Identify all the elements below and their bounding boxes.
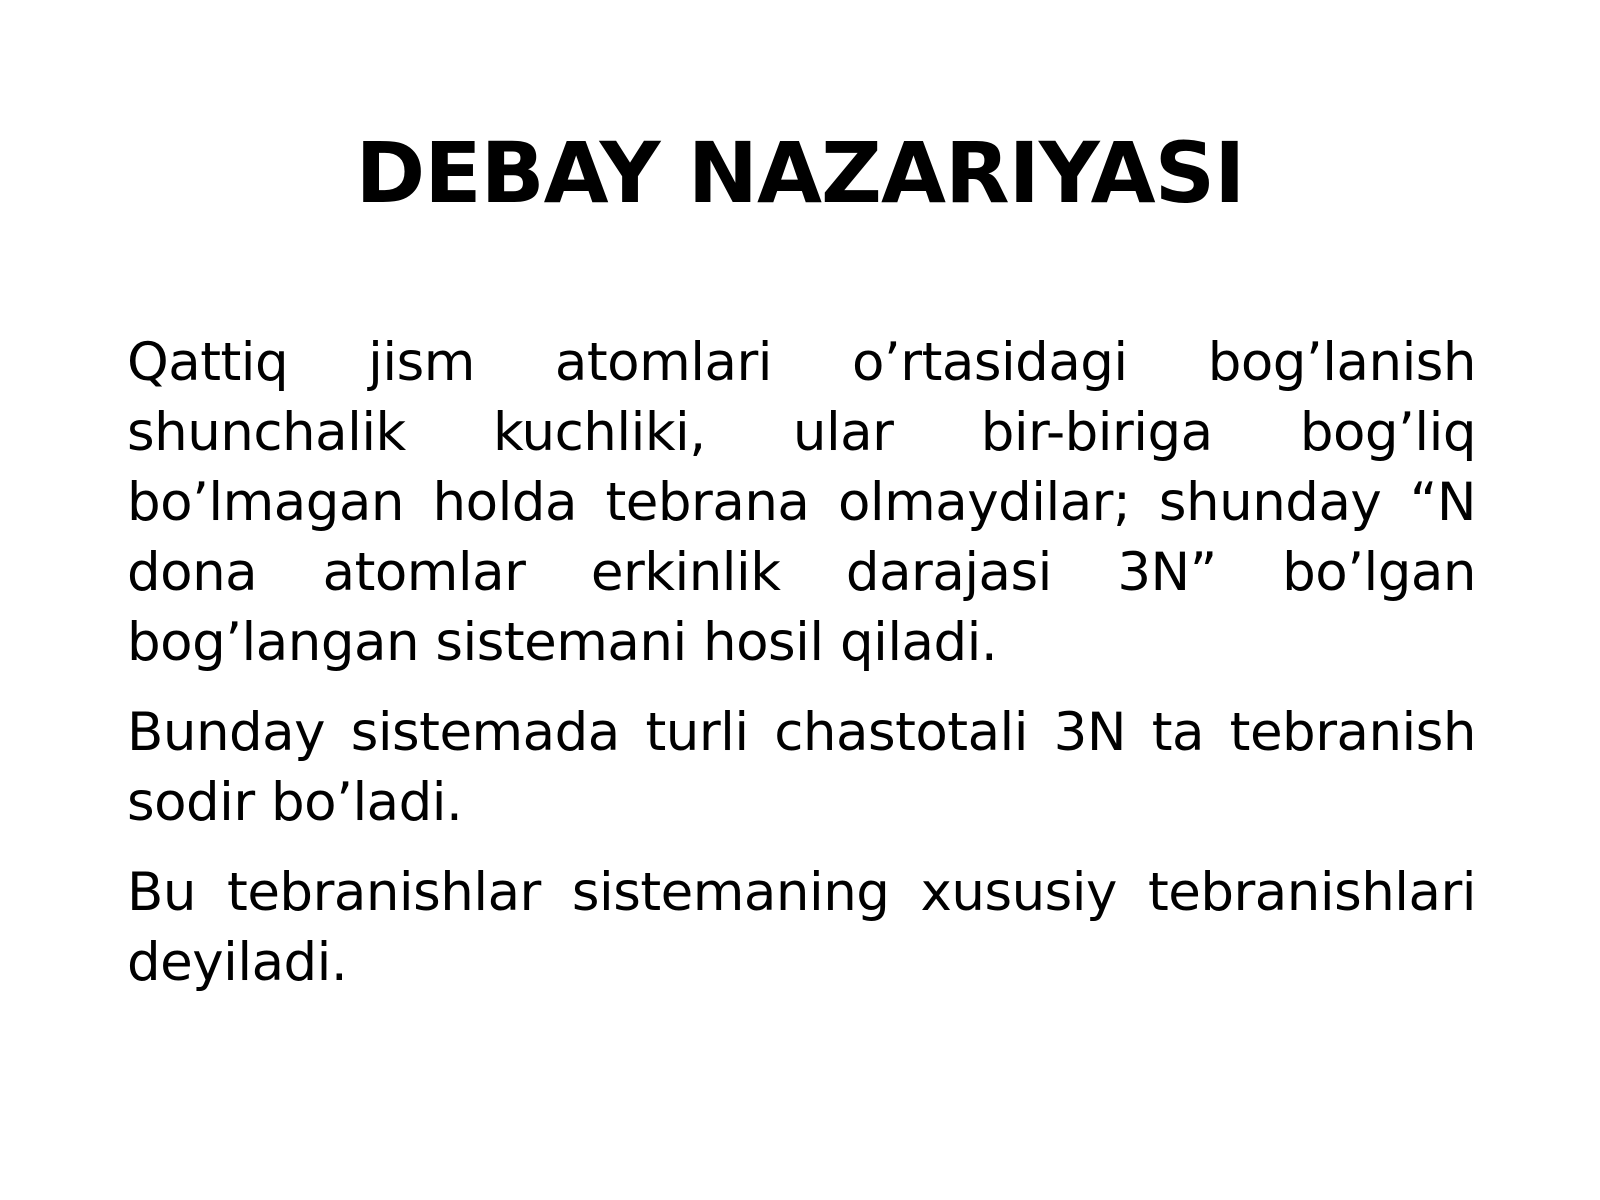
slide-body bbox=[127, 328, 1476, 1018]
slide-title: DEBAY NAZARIYASI bbox=[355, 124, 1245, 222]
body-paragraph-1: Qattiq jism atomlari o’rtasidagi bog’lanish shunchalik kuchliki, ular bir-biriga bog’liq bo’lmagan holda tebrana olmaydilar; shunday “N dona atomlar erkinlik darajasi 3N” bo’lgan bog’langan sistemani hosil qiladi. bbox=[127, 332, 1476, 673]
body-paragraph-2: Bunday sistemada turli chastotali 3N ta tebranish sodir bo’ladi. bbox=[127, 702, 1476, 833]
body-paragraph-3: Bu tebranishlar sistemaning xususiy tebranishlari deyiladi. bbox=[127, 862, 1476, 993]
